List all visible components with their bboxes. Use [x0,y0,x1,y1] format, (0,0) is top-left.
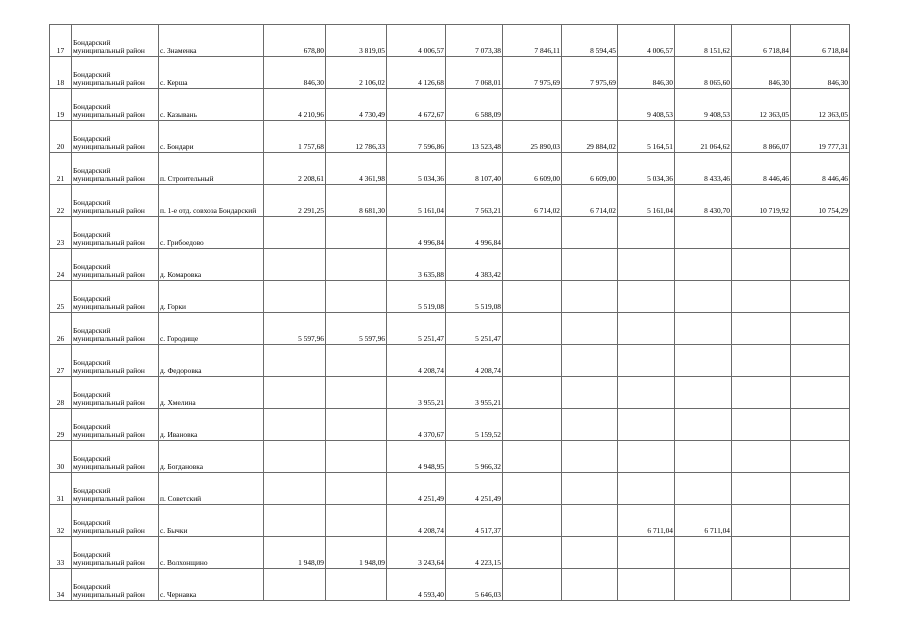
value-cell: 7 596,86 [387,121,446,153]
value-cell [791,409,850,441]
value-cell [618,377,675,409]
value-cell: 12 363,05 [791,89,850,121]
table-row [50,185,850,217]
table-row [50,281,850,313]
row-number-cell: 27 [50,345,72,377]
value-cell [562,473,618,505]
value-cell [326,249,387,281]
settlement-cell: с. Бычки [159,505,264,537]
value-cell [791,377,850,409]
row-number-cell: 19 [50,89,72,121]
table-row [50,473,850,505]
value-cell: 7 975,69 [562,57,618,89]
row-number-cell: 34 [50,569,72,601]
value-cell: 6 711,04 [675,505,732,537]
district-cell: Бондарский муниципальный район [72,569,159,601]
value-cell: 10 754,29 [791,185,850,217]
value-cell: 4 251,49 [446,473,503,505]
value-cell: 4 208,74 [387,345,446,377]
value-cell: 5 646,03 [446,569,503,601]
value-cell: 4 223,15 [446,537,503,569]
district-cell: Бондарский муниципальный район [72,25,159,57]
value-cell [326,217,387,249]
district-cell: Бондарский муниципальный район [72,217,159,249]
value-cell [732,505,791,537]
value-cell: 7 563,21 [446,185,503,217]
settlement-cell: п. 1-е отд. совхоза Бондарский [159,185,264,217]
value-cell: 4 210,96 [264,89,326,121]
table-row [50,537,850,569]
value-cell: 5 251,47 [387,313,446,345]
value-cell: 5 164,51 [618,121,675,153]
district-cell: Бондарский муниципальный район [72,537,159,569]
value-cell [732,409,791,441]
value-cell: 8 446,46 [732,153,791,185]
value-cell: 2 291,25 [264,185,326,217]
value-cell: 4 006,57 [387,25,446,57]
value-cell: 4 006,57 [618,25,675,57]
value-cell [618,537,675,569]
settlement-cell: с. Казывань [159,89,264,121]
settlement-cell: с. Керша [159,57,264,89]
row-number-cell: 17 [50,25,72,57]
value-cell: 4 208,74 [387,505,446,537]
value-cell: 6 711,04 [618,505,675,537]
value-cell [326,505,387,537]
value-cell [675,537,732,569]
table-row [50,441,850,473]
district-cell: Бондарский муниципальный район [72,185,159,217]
table-row [50,121,850,153]
value-cell: 7 975,69 [503,57,562,89]
value-cell: 8 065,60 [675,57,732,89]
value-cell [264,281,326,313]
value-cell [618,249,675,281]
district-cell: Бондарский муниципальный район [72,249,159,281]
value-cell [618,345,675,377]
value-cell [675,409,732,441]
value-cell: 6 588,09 [446,89,503,121]
value-cell: 8 866,07 [732,121,791,153]
value-cell [503,441,562,473]
value-cell: 4 672,67 [387,89,446,121]
value-cell: 8 430,70 [675,185,732,217]
value-cell: 1 948,09 [264,537,326,569]
value-cell [562,217,618,249]
table-row [50,25,850,57]
value-cell [326,441,387,473]
value-cell [732,377,791,409]
value-cell [562,569,618,601]
table-row [50,505,850,537]
value-cell: 7 068,01 [446,57,503,89]
value-cell: 25 890,03 [503,121,562,153]
value-cell: 846,30 [618,57,675,89]
value-cell [618,409,675,441]
value-cell: 8 107,40 [446,153,503,185]
value-cell [503,537,562,569]
district-cell: Бондарский муниципальный район [72,153,159,185]
district-cell: Бондарский муниципальный район [72,409,159,441]
value-cell [264,441,326,473]
value-cell: 846,30 [791,57,850,89]
value-cell [562,345,618,377]
row-number-cell: 23 [50,217,72,249]
table-row [50,217,850,249]
row-number-cell: 29 [50,409,72,441]
value-cell [264,569,326,601]
value-cell [326,281,387,313]
district-cell: Бондарский муниципальный район [72,89,159,121]
value-cell [264,249,326,281]
value-cell [326,377,387,409]
value-cell [562,409,618,441]
value-cell: 7 073,38 [446,25,503,57]
value-cell: 21 064,62 [675,121,732,153]
settlement-cell: д. Горки [159,281,264,313]
settlement-cell: с. Знаменка [159,25,264,57]
value-cell: 6 714,02 [503,185,562,217]
value-cell [618,281,675,313]
value-cell [791,249,850,281]
value-cell: 5 159,52 [446,409,503,441]
value-cell [675,569,732,601]
value-cell [264,217,326,249]
value-cell [732,217,791,249]
value-cell: 5 519,08 [446,281,503,313]
settlement-cell: п. Строительный [159,153,264,185]
value-cell [562,249,618,281]
value-cell: 1 757,68 [264,121,326,153]
value-cell [618,473,675,505]
value-cell [791,441,850,473]
value-cell [503,345,562,377]
row-number-cell: 30 [50,441,72,473]
table-row [50,89,850,121]
value-cell [732,345,791,377]
value-cell: 7 846,11 [503,25,562,57]
value-cell [675,377,732,409]
table-row [50,249,850,281]
value-cell: 4 251,49 [387,473,446,505]
value-cell: 19 777,31 [791,121,850,153]
settlement-cell: д. Ивановка [159,409,264,441]
value-cell: 1 948,09 [326,537,387,569]
settlement-cell: д. Хмелина [159,377,264,409]
value-cell [618,217,675,249]
value-cell [791,473,850,505]
value-cell [791,313,850,345]
value-cell: 8 446,46 [791,153,850,185]
value-cell [675,345,732,377]
value-cell [618,313,675,345]
value-cell: 846,30 [732,57,791,89]
value-cell: 3 955,21 [387,377,446,409]
settlement-cell: с. Городище [159,313,264,345]
value-cell: 8 594,45 [562,25,618,57]
row-number-cell: 25 [50,281,72,313]
tariff-table [49,24,850,601]
settlement-cell: с. Волхонщино [159,537,264,569]
district-cell: Бондарский муниципальный район [72,377,159,409]
row-number-cell: 32 [50,505,72,537]
value-cell: 3 635,88 [387,249,446,281]
settlement-cell: с. Бондари [159,121,264,153]
value-cell: 678,80 [264,25,326,57]
value-cell [791,505,850,537]
value-cell [326,473,387,505]
value-cell [562,377,618,409]
value-cell: 12 363,05 [732,89,791,121]
row-number-cell: 22 [50,185,72,217]
value-cell: 10 719,92 [732,185,791,217]
district-cell: Бондарский муниципальный район [72,505,159,537]
value-cell: 5 034,36 [387,153,446,185]
value-cell: 3 955,21 [446,377,503,409]
row-number-cell: 31 [50,473,72,505]
value-cell [791,345,850,377]
value-cell: 5 966,32 [446,441,503,473]
value-cell: 4 126,68 [387,57,446,89]
value-cell: 2 208,61 [264,153,326,185]
value-cell: 4 517,37 [446,505,503,537]
value-cell [732,249,791,281]
value-cell [675,217,732,249]
value-cell: 9 408,53 [618,89,675,121]
value-cell [503,281,562,313]
value-cell: 5 161,04 [618,185,675,217]
value-cell: 9 408,53 [675,89,732,121]
value-cell [791,217,850,249]
row-number-cell: 33 [50,537,72,569]
settlement-cell: д. Комаровка [159,249,264,281]
value-cell [326,409,387,441]
row-number-cell: 20 [50,121,72,153]
district-cell: Бондарский муниципальный район [72,121,159,153]
value-cell [675,313,732,345]
district-cell: Бондарский муниципальный район [72,473,159,505]
settlement-cell: д. Богдановка [159,441,264,473]
value-cell: 29 884,02 [562,121,618,153]
row-number-cell: 21 [50,153,72,185]
table-row [50,345,850,377]
value-cell [503,249,562,281]
value-cell [562,537,618,569]
value-cell: 8 681,30 [326,185,387,217]
value-cell [503,313,562,345]
value-cell: 5 251,47 [446,313,503,345]
value-cell [503,409,562,441]
value-cell: 4 593,40 [387,569,446,601]
table-row [50,57,850,89]
value-cell [791,537,850,569]
settlement-cell: п. Советский [159,473,264,505]
table-body [50,25,850,601]
value-cell [675,281,732,313]
value-cell [675,473,732,505]
value-cell: 5 161,04 [387,185,446,217]
row-number-cell: 28 [50,377,72,409]
value-cell [264,505,326,537]
value-cell [562,281,618,313]
value-cell: 13 523,48 [446,121,503,153]
value-cell: 4 370,67 [387,409,446,441]
value-cell: 5 519,08 [387,281,446,313]
value-cell [503,217,562,249]
table-row [50,313,850,345]
value-cell [264,377,326,409]
value-cell [264,409,326,441]
value-cell: 4 383,42 [446,249,503,281]
table-row [50,409,850,441]
value-cell [675,441,732,473]
value-cell: 6 718,84 [732,25,791,57]
value-cell: 6 714,02 [562,185,618,217]
value-cell [618,569,675,601]
row-number-cell: 18 [50,57,72,89]
value-cell: 4 948,95 [387,441,446,473]
value-cell [562,441,618,473]
settlement-cell: с. Чернавка [159,569,264,601]
value-cell: 6 609,00 [503,153,562,185]
value-cell: 4 208,74 [446,345,503,377]
value-cell [732,537,791,569]
value-cell [732,473,791,505]
value-cell [675,249,732,281]
value-cell [791,569,850,601]
value-cell [618,441,675,473]
value-cell [503,569,562,601]
value-cell: 4 996,84 [387,217,446,249]
value-cell: 8 433,46 [675,153,732,185]
row-number-cell: 24 [50,249,72,281]
district-cell: Бондарский муниципальный район [72,313,159,345]
value-cell: 3 819,05 [326,25,387,57]
value-cell: 3 243,64 [387,537,446,569]
value-cell: 5 034,36 [618,153,675,185]
value-cell [562,313,618,345]
settlement-cell: с. Грибоедово [159,217,264,249]
value-cell: 4 730,49 [326,89,387,121]
value-cell [503,505,562,537]
value-cell [791,281,850,313]
value-cell [326,569,387,601]
value-cell: 4 361,98 [326,153,387,185]
value-cell: 2 106,02 [326,57,387,89]
value-cell: 12 786,33 [326,121,387,153]
value-cell [326,345,387,377]
value-cell [562,505,618,537]
value-cell: 6 609,00 [562,153,618,185]
value-cell: 846,30 [264,57,326,89]
value-cell [732,569,791,601]
value-cell [732,441,791,473]
value-cell [732,281,791,313]
district-cell: Бондарский муниципальный район [72,345,159,377]
value-cell: 6 718,84 [791,25,850,57]
value-cell: 5 597,96 [326,313,387,345]
value-cell [732,313,791,345]
table-row [50,153,850,185]
row-number-cell: 26 [50,313,72,345]
district-cell: Бондарский муниципальный район [72,281,159,313]
value-cell: 5 597,96 [264,313,326,345]
table-row [50,569,850,601]
value-cell [503,89,562,121]
value-cell [562,89,618,121]
district-cell: Бондарский муниципальный район [72,57,159,89]
value-cell [503,377,562,409]
value-cell [264,473,326,505]
value-cell: 4 996,84 [446,217,503,249]
value-cell: 8 151,62 [675,25,732,57]
table-row [50,377,850,409]
value-cell [264,345,326,377]
settlement-cell: д. Федоровка [159,345,264,377]
district-cell: Бондарский муниципальный район [72,441,159,473]
value-cell [503,473,562,505]
